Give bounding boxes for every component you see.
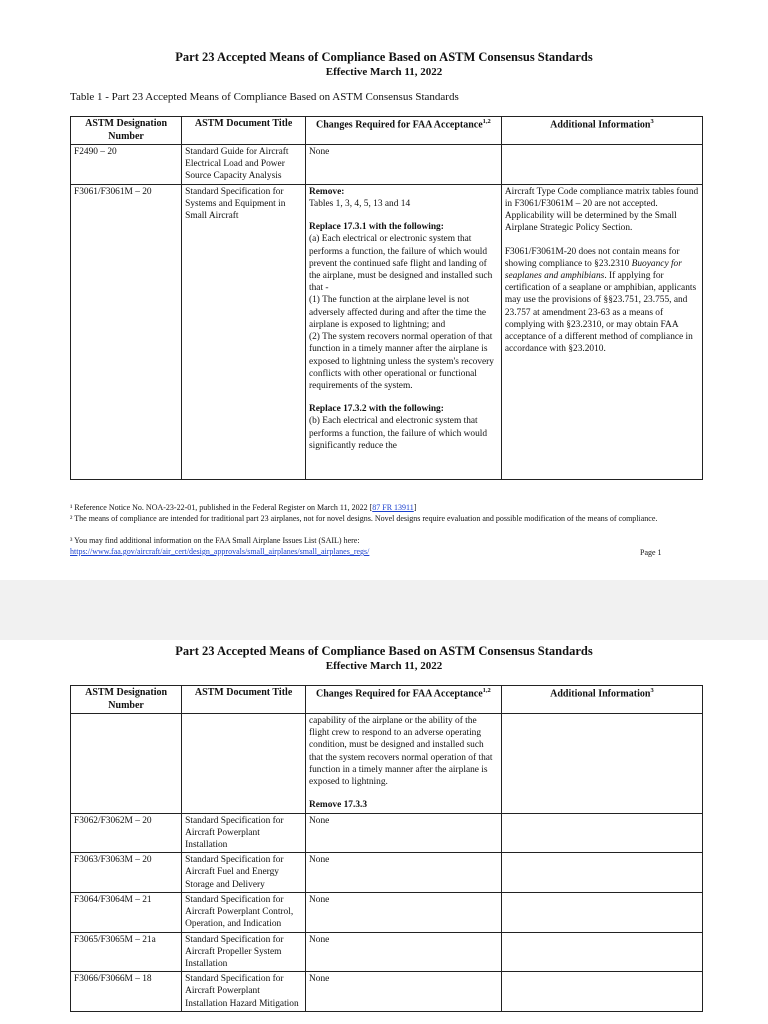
compliance-table-continued xyxy=(70,685,703,1012)
cell-designation xyxy=(71,714,182,814)
cell-designation: F3063/F3063M – 20 xyxy=(71,853,182,893)
page-title: Part 23 Accepted Means of Compliance Based on ASTM Consensus Standards xyxy=(175,644,593,658)
compliance-table xyxy=(70,116,703,480)
cell-info xyxy=(501,714,702,814)
page-subtitle: Effective March 11, 2022 xyxy=(325,66,443,78)
footnote-1-text: ¹ Reference Notice No. NOA-23-22-01, published in the Federal Register on March 11, 2022 [ xyxy=(70,503,373,512)
replace-1731-1: (1) The function at the airplane level is not adversely affected during and after the time the airplane is exposed to lightning; and xyxy=(308,295,487,330)
header-changes xyxy=(305,117,501,145)
footnote-1-link[interactable]: 87 FR 13911 xyxy=(372,503,414,512)
replace-1731-2: (2) The system recovers normal operation of that function in a timely manner after the airplane is exposed to lightning unless the system's recovery conflicts with other operational or functional requirements of the system. xyxy=(308,332,494,391)
header-changes-sup: 1,2 xyxy=(482,118,491,125)
cell-info xyxy=(501,932,702,972)
header-changes-sup: 1,2 xyxy=(482,687,491,694)
remove-1733: Remove 17.3.3 xyxy=(308,800,368,811)
info-p2-italic: Buoyancy for seaplanes and amphibians xyxy=(504,258,682,281)
info-paragraph-2 xyxy=(505,246,699,356)
page-gap xyxy=(0,580,768,640)
table-caption: Table 1 - Part 23 Accepted Means of Compliance Based on ASTM Consensus Standards xyxy=(70,91,459,103)
cell-title: Standard Specification for Aircraft Propeller System Installation xyxy=(182,932,306,972)
header-info xyxy=(501,686,702,714)
cell-changes: None xyxy=(305,813,501,853)
header-designation: ASTM Designation Number xyxy=(71,686,182,714)
cell-changes: None xyxy=(305,853,501,893)
cell-title: Standard Guide for Aircraft Electrical Load and Power Source Capacity Analysis xyxy=(182,145,306,185)
footnote-1-close: ] xyxy=(413,503,417,512)
header-info-sup: 3 xyxy=(650,118,654,125)
info-paragraph-1: Aircraft Type Code compliance matrix tables found in F3061/F3061M – 20 are not accepted. Applicability will be determined by the Small Airplane Strategic Policy Section. xyxy=(504,186,699,234)
replace-1731-a: (a) Each electrical or electronic system that performs a function, the failure of which would prevent the continued safe flight and landing of the airplane, must be designed and installed such that - xyxy=(308,234,493,294)
cell-changes xyxy=(305,184,501,479)
page-2 xyxy=(0,640,768,1024)
remove-text: Tables 1, 3, 4, 5, 13 and 14 xyxy=(308,198,411,209)
cell-title: Standard Specification for Aircraft Powerplant Installation xyxy=(182,813,306,853)
header-changes-text: Changes Required for FAA Acceptance xyxy=(316,119,483,131)
cell-designation: F3064/F3064M – 21 xyxy=(71,892,182,932)
info-p2-end: . If applying for certification of a seaplane or amphibian, applicants may use the provisions of §§23.751, 23.755, and 23.757 at amendment 23-63 as a means of complying with §23.2310, or may obtain FAA acceptance of a different method of compliance in accordance with §23.2010. xyxy=(504,270,697,355)
header-title: ASTM Document Title xyxy=(182,117,306,145)
replace-1732-label: Replace 17.3.2 with the following: xyxy=(308,404,444,415)
sail-link[interactable]: https://www.faa.gov/aircraft/air_cert/design_approvals/small_airplanes/small_airplanes_regs/ xyxy=(70,547,370,556)
table-row xyxy=(71,972,703,1012)
page-number: Page 1 xyxy=(640,548,662,557)
replace-1731-label: Replace 17.3.1 with the following: xyxy=(308,222,444,233)
cell-changes xyxy=(305,714,501,814)
cell-info xyxy=(501,972,702,1012)
table-header-row xyxy=(71,686,703,714)
cell-designation: F3066/F3066M – 18 xyxy=(71,972,182,1012)
cell-title: Standard Specification for Aircraft Powerplant Installation Hazard Mitigation xyxy=(182,972,306,1012)
cell-info xyxy=(501,184,702,479)
table-row xyxy=(71,714,703,814)
continued-changes: capability of the airplane or the ability of the flight crew to respond to an adverse operating condition, must be designed and installed such that the system recovers normal operation of that function in a timely manner after the airplane is exposed to lightning. xyxy=(308,716,493,788)
table-row xyxy=(71,932,703,972)
cell-designation: F2490 – 20 xyxy=(71,145,182,185)
cell-info xyxy=(501,813,702,853)
header-info-text: Additional Information xyxy=(550,119,651,131)
footnote-1 xyxy=(70,503,710,513)
table-row xyxy=(71,813,703,853)
cell-changes: None xyxy=(305,145,501,185)
table-row xyxy=(71,184,703,479)
cell-designation: F3061/F3061M – 20 xyxy=(71,184,182,479)
header-changes xyxy=(305,686,501,714)
cell-changes: None xyxy=(305,932,501,972)
header-designation: ASTM Designation Number xyxy=(71,117,182,145)
cell-designation: F3065/F3065M – 21a xyxy=(71,932,182,972)
footnote-url xyxy=(70,547,710,557)
replace-1732-b: (b) Each electrical and electronic system that performs a function, the failure of which would significantly reduce the xyxy=(308,416,488,451)
header-info-sup: 3 xyxy=(650,687,654,694)
remove-label: Remove: xyxy=(308,186,345,197)
cell-info xyxy=(501,145,702,185)
cell-changes: None xyxy=(305,972,501,1012)
header-title: ASTM Document Title xyxy=(182,686,306,714)
cell-changes: None xyxy=(305,892,501,932)
cell-designation: F3062/F3062M – 20 xyxy=(71,813,182,853)
table-row xyxy=(71,853,703,893)
footnote-2: ² The means of compliance are intended for traditional part 23 airplanes, not for novel designs. Novel designs require evaluation and possible modification of the means of compliance. xyxy=(70,514,658,523)
cell-title xyxy=(182,714,306,814)
footnote-3: ³ You may find additional information on the FAA Small Airplane Issues List (SAIL) here: xyxy=(70,536,360,545)
header-info-text: Additional Information xyxy=(550,688,651,700)
info-p2-start: F3061/F3061M-20 does not contain means for showing compliance to §23.2310 xyxy=(504,246,680,269)
cell-title: Standard Specification for Aircraft Fuel and Energy Storage and Delivery xyxy=(182,853,306,893)
header-info xyxy=(501,117,702,145)
header-changes-text: Changes Required for FAA Acceptance xyxy=(316,688,483,700)
cell-title: Standard Specification for Aircraft Powerplant Control, Operation, and Indication xyxy=(182,892,306,932)
table-header-row xyxy=(71,117,703,145)
table-row xyxy=(71,892,703,932)
page-title: Part 23 Accepted Means of Compliance Based on ASTM Consensus Standards xyxy=(175,50,593,64)
cell-info xyxy=(501,892,702,932)
table-row xyxy=(71,145,703,185)
cell-info xyxy=(501,853,702,893)
page-subtitle: Effective March 11, 2022 xyxy=(325,660,443,672)
cell-title: Standard Specification for Systems and Equipment in Small Aircraft xyxy=(182,184,306,479)
